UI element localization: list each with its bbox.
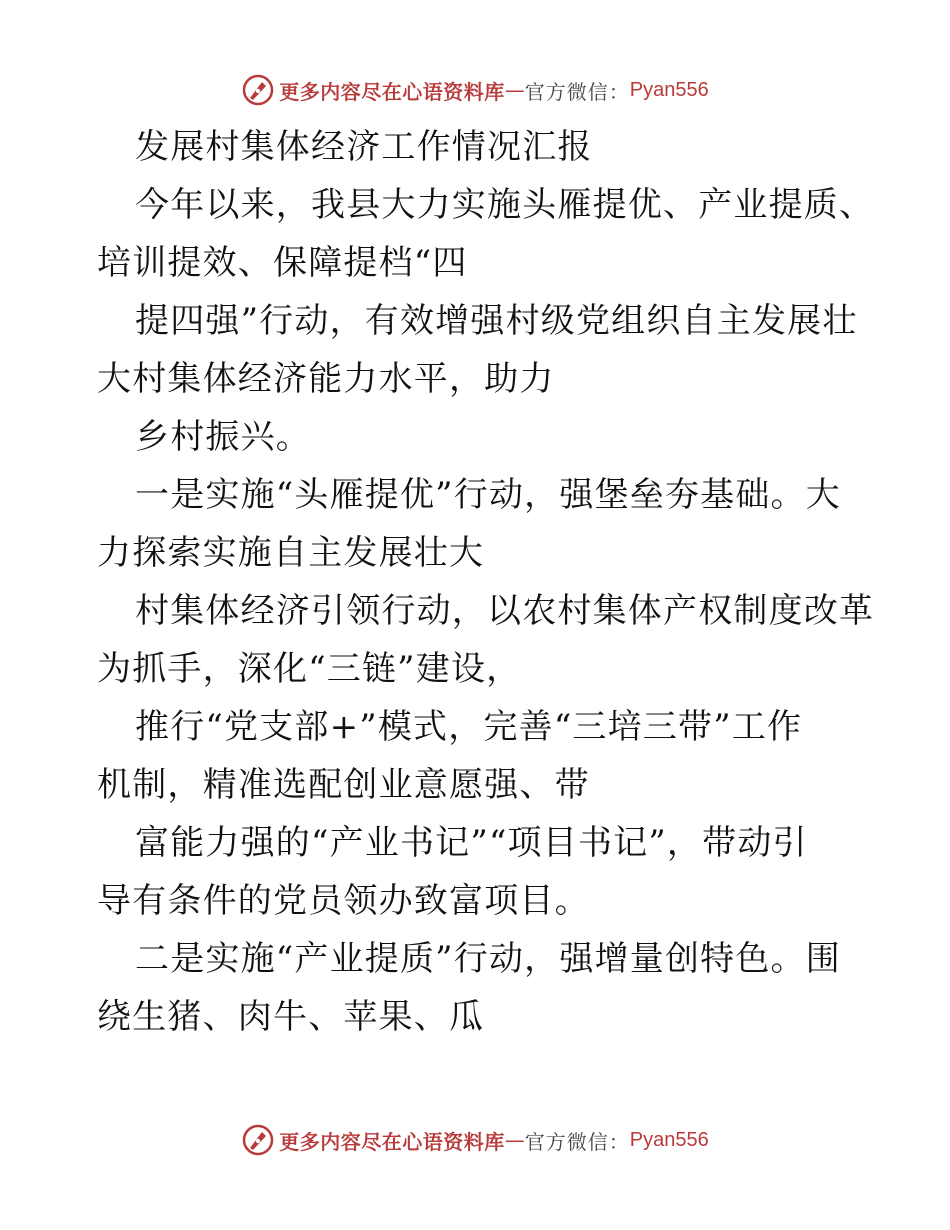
watermark-main-text: 更多内容尽在心语资料库	[279, 79, 505, 104]
watermark-wechat-id: Pyan556	[629, 1128, 709, 1151]
paragraph-line: 力探索实施自主发展壮大	[97, 533, 485, 573]
watermark-wechat-id: Pyan556	[629, 78, 709, 101]
footer-watermark	[0, 1120, 950, 1160]
watermark-dash: —	[504, 78, 525, 102]
watermark-label: 官方微信：	[524, 79, 630, 104]
paragraph-line: 一是实施“头雁提优”行动，强堡垒夯基础。大	[135, 475, 841, 515]
paragraph-line: 培训提效、保障提档“四	[97, 243, 468, 283]
paragraph-line: 机制，精准选配创业意愿强、带	[97, 765, 590, 805]
watermark-label: 官方微信：	[524, 1129, 630, 1154]
watermark-main-text: 更多内容尽在心语资料库	[279, 1129, 505, 1154]
paragraph-line: 乡村振兴。	[135, 417, 311, 457]
watermark-dash: —	[504, 1128, 525, 1152]
paragraph-line: 大村集体经济能力水平，助力	[97, 359, 555, 399]
document-title: 发展村集体经济工作情况汇报	[135, 127, 593, 167]
pen-nib-logo-icon	[241, 73, 275, 107]
paragraph-line: 导有条件的党员领办致富项目。	[97, 881, 590, 921]
paragraph-line: 富能力强的“产业书记”“项目书记”，带动引	[135, 823, 808, 863]
paragraph-line: 二是实施“产业提质”行动，强增量创特色。围	[135, 939, 841, 979]
paragraph-line: 绕生猪、肉牛、苹果、瓜	[97, 997, 485, 1037]
pen-nib-logo-icon	[241, 1123, 275, 1157]
header-watermark	[0, 70, 950, 110]
paragraph-line: 村集体经济引领行动，以农村集体产权制度改革	[135, 591, 875, 631]
paragraph-line: 推行“党支部+”模式，完善“三培三带”工作	[135, 707, 803, 747]
paragraph-line: 为抓手，深化“三链”建设，	[97, 649, 522, 689]
paragraph-line: 今年以来，我县大力实施头雁提优、产业提质、	[135, 185, 875, 225]
paragraph-line: 提四强”行动，有效增强村级党组织自主发展壮	[135, 301, 858, 341]
